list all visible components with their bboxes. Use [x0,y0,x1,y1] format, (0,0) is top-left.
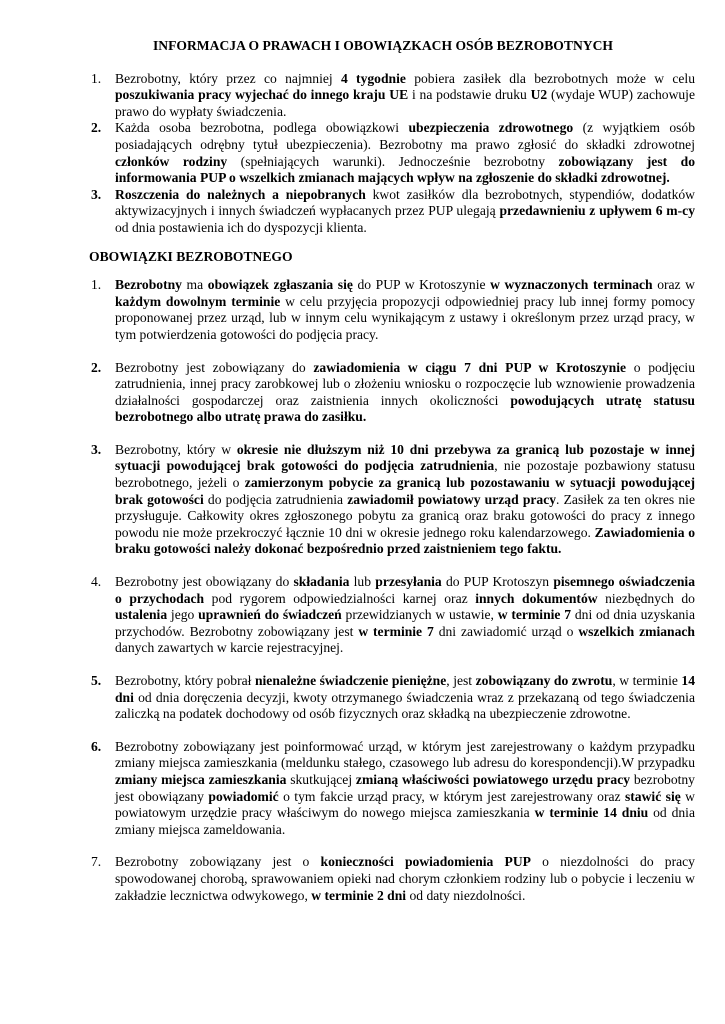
text-run: Bezrobotny, który przez co najmniej [115,70,341,86]
text-run: . Zasiłek za ten okres nie przysługuje. Całkowity okres zgłoszonego pobytu za granicą oraz braku gotowości do pracy z innego powodu nie może przekroczyć łącznie 10 dni w okresie jednego roku kalendarzowego. [115,491,695,540]
bold-text: stawić się [624,788,681,804]
item-number: 2. [91,120,102,136]
text-run: Bezrobotny, który pobrał [115,673,255,688]
bold-text: ubezpieczenia zdrowotnego [408,120,574,136]
bold-text: obowiązek zgłaszania się [207,277,353,293]
bold-text: pisemnego oświadczenia o przychodach [115,574,696,606]
bold-text: 4 tygodnie [340,70,406,86]
text-run: do PUP w Krotoszynie [352,277,491,293]
bold-text: innych dokumentów [475,590,598,606]
item-text [115,673,695,723]
bold-text: zawiadomienia w ciągu 7 dni PUP w Krotoszynie [313,359,627,375]
text-run: pod rygorem odpowiedzialności karnej oraz [204,590,476,606]
bold-text: U2 [530,87,548,103]
text-run: w powiatowym urzędzie pracy właściwym do nowego miejsca zamieszkania [115,788,695,821]
list-item [91,277,695,343]
item-text [115,71,695,121]
text-run: danych zawartych w karcie rejestracyjnej. [115,640,344,656]
text-run: od daty niezdolności. [406,887,526,903]
text-run: skutkującej [286,771,356,787]
bold-text: składania [293,574,350,590]
text-run: (spełniających warunki). Jednocześnie bezrobotny [227,153,559,169]
text-run: , jest [446,673,476,688]
bold-text: w terminie 7 [497,607,572,623]
item-number: 2. [91,359,102,375]
text-run: w celu przyjęcia propozycji odpowiedniej pracy lub innej formy pomocy proponowanej przez urząd, lub w innym celu wynikającym z ustawy i określonym przez urząd pracy, w tym potwierdzenia gotowości do podjęcia pracy. [115,293,695,342]
list-item [91,574,695,657]
item-text [115,360,695,426]
bold-text: członków rodziny [115,153,228,169]
item-number: 1. [91,277,102,293]
text-run: bezrobotny jest obowiązany [115,771,695,804]
item-number: 3. [91,186,102,202]
list-item [91,739,695,839]
bold-text: wszelkich zmianach [578,623,695,639]
text-run: od dnia doręczenia decyzji, kwoty otrzymanego świadczenia wraz z przekazaną od tego świadczenia zaliczką na podatek dochodowy od osób fizycznych oraz składką na ubezpieczenie zdrowotne. [115,689,695,722]
text-run: niezbędnych do [597,590,695,606]
text-run: o niezdolności do pracy spowodowanej chorobą, sprawowaniem opieki nad chorym członkiem rodziny lub o pobycie i leczeniu w zakładzie lecznictwa odwykowego, [115,854,695,903]
text-run: pobiera zasiłek dla bezrobotnych może w celu [405,70,695,86]
bold-text: zamierzonym pobycie za granicą lub pozostawaniu w sytuacji powodującej brak gotowości [115,475,695,507]
obligations-list [91,277,695,904]
text-run: , nie pozostaje pozbawiony statusu bezrobotnego, jeżeli o [115,458,696,491]
text-run: o tym fakcie urząd pracy, w którym jest zarejestrowany oraz [278,788,625,804]
document-title: INFORMACJA O PRAWACH I OBOWIĄZKACH OSÓB BEZROBOTNYCH [153,38,613,53]
text-run: (wydaje WUP) zachowuje prawo do wypłaty świadczenia. [115,87,695,119]
bold-text: zobowiązany jest do informowania PUP o wszelkich zmianach mających wpływ na zgłoszenie do składki zdrowotnej. [115,153,695,186]
section-heading-obligations: OBOWIĄZKI BEZROBOTNEGO [89,248,293,264]
text-run: Bezrobotny zobowiązany jest poinformować urząd, w którym jest zarejestrowany o każdym przypadku zmiany miejsca zamieszkania (meldunku stałego, czasowego lub adresu do korespondencji).W przypadku [115,738,695,771]
text-run: o podjęciu zatrudnienia, innej pracy zarobkowej lub o złożeniu wniosku o rozpoczęcie lub wznowienie prowadzenia działalności gospodarczej oraz zaistnienia innych okoliczności [115,359,696,408]
bold-text: w terminie 14 dniu [534,805,649,821]
bold-text: nienależne świadczenie pieniężne [254,673,447,688]
item-text [115,854,695,904]
text-run: od dnia zmiany miejsca zameldowania. [115,805,695,837]
bold-text: Zawiadomienia o braku gotowości należy dokonać bezpośrednio przed zaistnieniem tego faktu. [115,524,695,557]
bold-text: w wyznaczonych terminach [490,277,653,293]
item-text [115,187,695,237]
text-run: oraz w [652,277,695,293]
text-run: Bezrobotny jest zobowiązany do [115,359,314,375]
bold-text: w terminie 7 [358,623,434,639]
bold-text: powiadomić [208,788,279,804]
text-run: lub [349,574,376,590]
bold-text: zawiadomił powiatowy urząd pracy [347,491,557,507]
text-run: do PUP Krotoszyn [441,574,554,590]
item-number: 4. [91,574,102,590]
item-text [115,739,695,839]
item-text [115,277,695,343]
list-item [91,673,695,723]
item-text [115,574,695,657]
list-item [91,854,695,904]
bold-text: przesyłania [375,574,442,590]
bold-text: Bezrobotny [115,277,182,293]
item-text [115,120,695,186]
bold-text: 14 dni [115,673,695,705]
text-run: Bezrobotny, który w [115,441,237,457]
bold-text: zmiany miejsca zamieszkania [115,771,287,787]
bold-text: każdym dowolnym terminie [115,293,281,309]
item-number: 3. [91,441,102,457]
text-run: dni zawiadomić urząd o [433,623,579,639]
text-run: dni od dnia uzyskania przychodów. Bezrobotny zobowiązany jest [115,607,695,639]
text-run: Każda osoba bezrobotna, podlega obowiązkowi [115,120,409,136]
text-run: ma [181,277,208,293]
text-run: Bezrobotny jest obowiązany do [115,574,294,590]
list-item [91,71,695,121]
text-run: i na podstawie druku [408,87,531,103]
text-run: od dnia postawienia ich do dyspozycji klienta. [115,219,367,235]
rights-list [91,71,695,237]
text-run: Bezrobotny zobowiązany jest o [115,854,321,870]
text-run: do podjęcia zatrudnienia [203,491,348,507]
list-item [91,442,695,558]
bold-text: w terminie 2 dni [311,887,407,903]
text-run: (z wyjątkiem osób posiadających odrębny tytuł ubezpieczenia). Bezrobotny ma prawo zgłosić do składki zdrowotnej [115,120,696,152]
item-number: 6. [91,738,102,754]
list-item [91,120,695,186]
bold-text: powodujących utratę statusu bezrobotnego albo utratę prawa do zasiłku. [115,392,695,425]
bold-text: zobowiązany do zwrotu [475,673,613,688]
bold-text: zmianą właściwości powiatowego urzędu pracy [355,771,631,787]
bold-text: poszukiwania pracy wyjechać do innego kraju UE [115,87,409,103]
list-item [91,187,695,237]
bold-text: Roszczenia do należnych a niepobranych [115,186,366,202]
bold-text: ustalenia [115,607,168,623]
item-number: 7. [91,854,102,870]
list-item [91,360,695,426]
text-run: przewidzianych w ustawie, [341,607,498,623]
bold-text: okresie nie dłuższym niż 10 dni przebywa za granicą lub pozostaje w innej sytuacji powodującej brak gotowości do podjęcia zatrudnienia [115,441,695,474]
item-number: 5. [91,673,102,688]
bold-text: przedawnieniu z upływem 6 m-cy [499,203,695,219]
text-run: , w terminie [612,673,682,688]
item-number: 1. [91,70,102,86]
text-run: jego [167,607,199,623]
bold-text: konieczności powiadomienia PUP [320,854,531,870]
item-text [115,442,695,558]
bold-text: uprawnień do świadczeń [198,607,342,623]
text-run: kwot zasiłków dla bezrobotnych, stypendiów, dodatków aktywizacyjnych i innych świadczeń wypłacanych przez PUP ulegają [115,186,695,219]
